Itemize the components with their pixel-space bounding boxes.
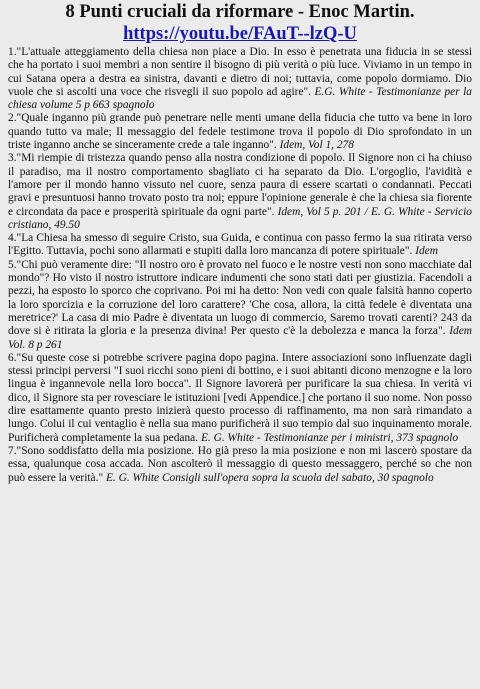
point-3 bbox=[8, 152, 472, 232]
point-text: 3."Mi riempie di tristezza quando penso alla nostra condizione di popolo. Il Signore non ci ha chiuso il paradiso, ma il nostro comportamento sbagliato ci ha separato da Dio. L'orgoglio, l'avidità e l'amore per il mondo hanno vissuto nel cuore, senza paura di essere scartati o condannati. Peccati gravi e presuntuosi hanno trovato posto tra noi; eppure l'opinione generale è che la chiesa sia fiorente e circondata da pace e prosperità spirituale da ogni parte". bbox=[8, 152, 472, 218]
document-title: 8 Punti cruciali da riformare - Enoc Martin. bbox=[65, 2, 415, 22]
point-7 bbox=[8, 445, 472, 485]
youtube-link[interactable]: https://youtu.be/FAuT--lzQ-U bbox=[123, 24, 357, 44]
point-reference: Idem Vol. 8 p 261 bbox=[8, 325, 472, 351]
point-text: 6."Su queste cose si potrebbe scrivere pagina dopo pagina. Intere associazioni sono influenzate dagli stessi principi perversi "I suoi ricchi sono pieni di bottino, e i suoi abitanti dicono menzogne e la loro lingua è ingannevole nella loro bocca". Il Signore lavorerà per purificare la sua chiesa. In verità vi dico, il Signore sta per rovesciare le istituzioni [vedi Appendice.] che portano il suo nome. Non posso dire esattamente quanto presto inizierà questo processo di raffinamento, ma non sarà rimandato a lungo. Colui il cui ventaglio è nella sua mano purificherà il suo tempio dal suo inquinamento morale. Purificherà completamente la sua pedana. bbox=[8, 351, 472, 444]
point-reference: E. G. White - Testimonianze per i ministri, 373 spagnolo bbox=[200, 431, 459, 444]
point-2 bbox=[8, 112, 472, 152]
point-text: 7."Sono soddisfatto della mia posizione. Ho già preso la mia posizione e non mi lascerò spostare da essa, qualunque cosa accada. Non ascolterò il messaggio di questo messaggero, perché so che non può essere la verità." bbox=[8, 444, 472, 484]
point-reference: Idem, Vol 5 p. 201 / E. G. White - Servicio cristiano, 49.50 bbox=[8, 205, 472, 231]
point-text: 2."Quale inganno più grande può penetrare nelle menti umane della fiducia che tutto va bene in loro quando tutto va male; Il messaggio del fedele testimone trova il popolo di Dio sprofondato in un triste inganno anche se sinceramente crede a tale inganno". bbox=[8, 112, 472, 152]
point-6 bbox=[8, 352, 472, 445]
point-reference: Idem, Vol 1, 278 bbox=[279, 139, 354, 152]
point-1 bbox=[8, 46, 472, 112]
point-text: 5."Chi può veramente dire: "Il nostro oro è provato nel fuoco e le nostre vesti non sono macchiate dal mondo"? Ho visto il nostro istruttore indicare indumenti che sono stati dati per giustizia. Facendoli a pezzi, ha esposto lo sporco che coprivano. Poi mi ha detto: Non vedi con quale falsità hanno coperto la loro sporcizia e la corruzione del loro carattere? 'Che cosa, allora, la città fedele è diventata una meretrice?' La casa di mio Padre è diventata un luogo di commercio, Saremo trovati carenti? 243 da dove si è ritirata la gloria e la presenza divina! Per questo c'è la debolezza e manca la forza". bbox=[8, 258, 472, 338]
point-reference: E.G. White - Testimonianze per la chiesa volume 5 p 663 spagnolo bbox=[8, 85, 472, 112]
point-reference: E. G. White Consigli sull'opera sopra la scuola del sabato, 30 spagnolo bbox=[105, 471, 434, 484]
point-reference: Idem bbox=[415, 245, 438, 258]
point-4 bbox=[8, 232, 472, 259]
point-5 bbox=[8, 259, 472, 352]
point-text: 1."L'attuale atteggiamento della chiesa non piace a Dio. In esso è penetrata una fiducia in se stessi che ha portato i suoi membri a non sentire il bisogno di più verità o più luce. Viviamo in un tempo in cui Satana opera a destra ea sinistra, davanti e dietro di noi; tuttavia, come popolo dormiamo. Dio vuole che si ascolti una voce che risvegli il suo popolo ad agire". bbox=[8, 46, 472, 98]
point-text: 4."La Chiesa ha smesso di seguire Cristo, sua Guida, e continua con passo fermo la sua ritirata verso l'Egitto. Tuttavia, pochi sono allarmati e stupiti dalla loro mancanza di potere spirituale". bbox=[8, 232, 472, 258]
